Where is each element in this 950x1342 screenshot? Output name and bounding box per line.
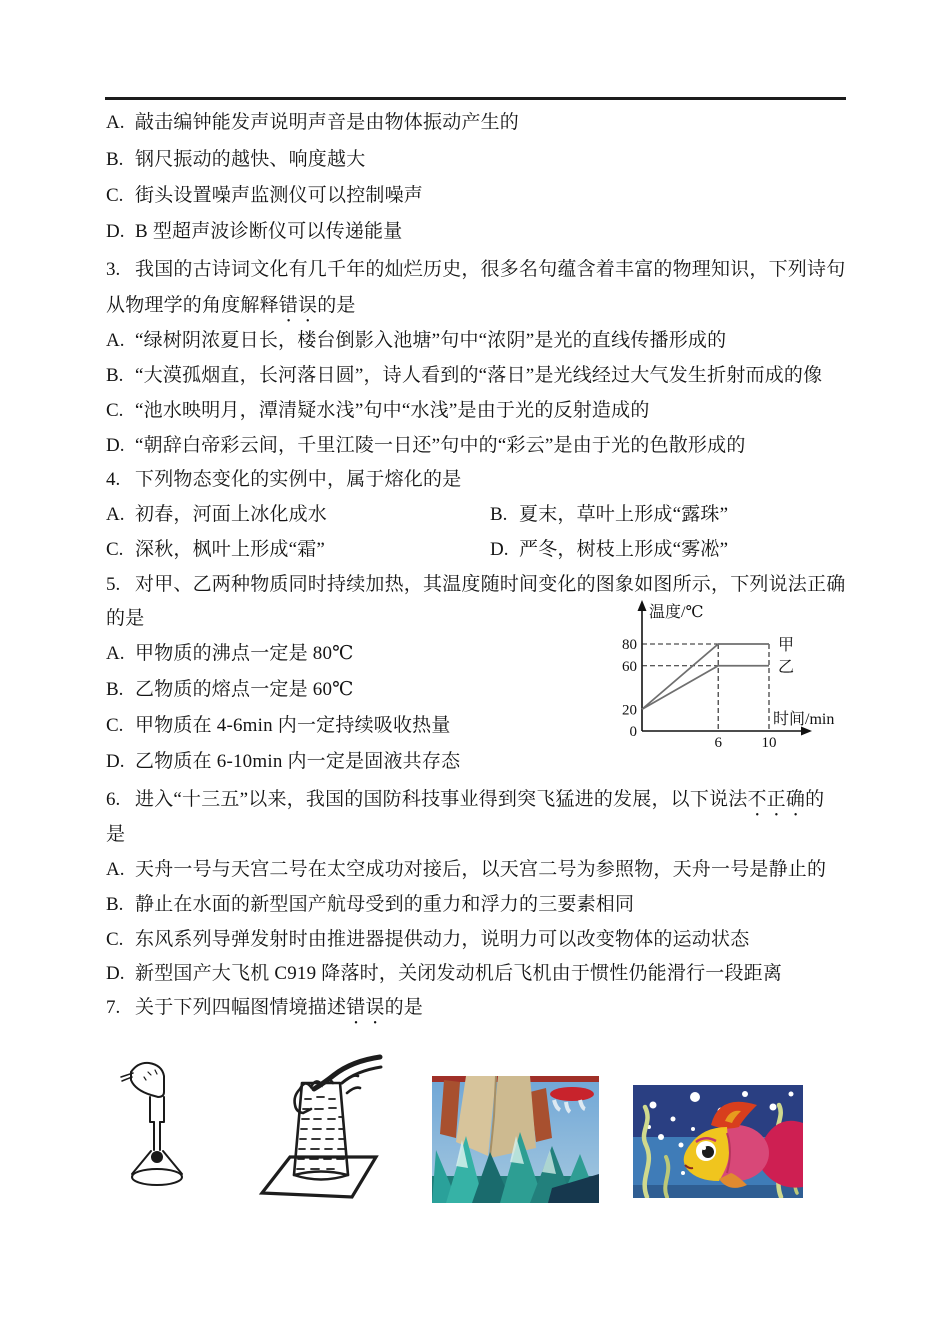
cardboard	[262, 1157, 376, 1197]
figure-goldfish-painting	[633, 1085, 803, 1198]
q4-stem: 4. 下列物态变化的实例中，属于熔化的是	[106, 469, 462, 490]
q6-option-a: A. 天舟一号与天宫二号在太空成功对接后，以天宫二号为参照物，天舟一号是静止的	[106, 859, 827, 880]
figure-funnel-ball-blower	[118, 1060, 203, 1193]
q3-stem-line2: 从物理学的角度解释错误的是	[106, 295, 356, 316]
q5-option-a: A. 甲物质的沸点一定是 80℃	[106, 643, 354, 664]
q6-option-b: B. 静止在水面的新型国产航母受到的重力和浮力的三要素相同	[106, 894, 635, 915]
chart-tick-labels	[622, 637, 777, 751]
q2-option-a: A. 敲击编钟能发声说明声音是由物体振动产生的	[106, 112, 520, 133]
svg-text:6: 6	[714, 735, 722, 751]
chart-series-lines	[642, 644, 769, 709]
svg-text:10: 10	[761, 735, 777, 751]
svg-text:60: 60	[622, 658, 637, 675]
q4-option-b: B. 夏末，草叶上形成“露珠”	[490, 504, 729, 525]
q6-stem-line2: 是	[106, 824, 126, 845]
q7-stem: 7. 关于下列四幅图情境描述错误的是	[106, 997, 424, 1018]
y-axis-arrow-icon	[638, 600, 647, 611]
q3-stem-line1: 3. 我国的古诗词文化有几千年的灿烂历史，很多名句蕴含着丰富的物理知识，下列诗句	[106, 259, 846, 280]
q2-option-b: B. 钢尺振动的越快、响度越大	[106, 149, 366, 170]
svg-text:甲: 甲	[778, 637, 795, 654]
chart-ylabel: 温度/℃	[649, 604, 704, 621]
svg-text:乙: 乙	[778, 658, 795, 676]
tube	[154, 1122, 160, 1150]
q2-option-c: C. 街头设置噪声监测仪可以控制噪声	[106, 185, 424, 206]
blower-neck	[150, 1097, 164, 1122]
q4-option-a: A. 初春，河面上冰化成水	[106, 504, 328, 525]
q3-option-b: B. “大漠孤烟直，长河落日圆”，诗人看到的“落日”是光线经过大气发生折射而成的像	[106, 365, 823, 386]
figure-standing-on-glass	[432, 1076, 599, 1203]
q5-option-d: D. 乙物质在 6-10min 内一定是固液共存态	[106, 751, 461, 772]
q5-option-c: C. 甲物质在 4-6min 内一定持续吸收热量	[106, 715, 451, 736]
figure-inverted-cup	[250, 1053, 384, 1203]
chart-dashed-guides	[642, 644, 769, 731]
chart-xlabel: 时间/min	[773, 711, 835, 728]
q5-stem-line1: 5. 对甲、乙两种物质同时持续加热，其温度随时间变化的图象如图所示，下列说法正确	[106, 574, 846, 595]
chart-series-labels	[778, 636, 794, 676]
q3-option-a: A. “绿树阴浓夏日长，楼台倒影入池塘”句中“浓阴”是光的直线传播形成的	[106, 330, 727, 351]
q3-option-c: C. “池水映明月，潭清疑水浅”句中“水浅”是由于光的反射造成的	[106, 400, 650, 421]
blower-body	[131, 1063, 164, 1097]
funnel-rim	[132, 1169, 182, 1185]
page-top-rule	[105, 97, 846, 100]
svg-text:80: 80	[622, 637, 637, 653]
red-stool-seat	[550, 1087, 594, 1101]
q2-option-d: D. B 型超声波诊断仪可以传递能量	[106, 221, 403, 242]
right-leg	[490, 1076, 536, 1158]
q6-stem-line1: 6. 进入“十三五”以来，我国的国防科技事业得到突飞猛进的发展，以下说法不正确的	[106, 789, 825, 810]
q5-stem-line2: 的是	[106, 608, 145, 629]
q4-option-c: C. 深秋，枫叶上形成“霜”	[106, 539, 326, 560]
ball	[152, 1152, 162, 1162]
q5-option-b: B. 乙物质的熔点一定是 60℃	[106, 679, 354, 700]
q6-option-d: D. 新型国产大飞机 C919 降落时，关闭发动机后飞机由于惯性仍能滑行一段距离	[106, 963, 783, 984]
q4-option-d: D. 严冬，树枝上形成“雾凇”	[490, 539, 729, 560]
temperature-time-chart	[615, 598, 895, 768]
svg-text:0: 0	[629, 724, 637, 740]
q3-option-d: D. “朝辞白帝彩云间，千里江陵一日还”句中的“彩云”是由于光的色散形成的	[106, 435, 746, 456]
q6-option-c: C. 东风系列导弹发射时由推进器提供动力，说明力可以改变物体的运动状态	[106, 929, 750, 950]
svg-text:20: 20	[622, 702, 637, 719]
